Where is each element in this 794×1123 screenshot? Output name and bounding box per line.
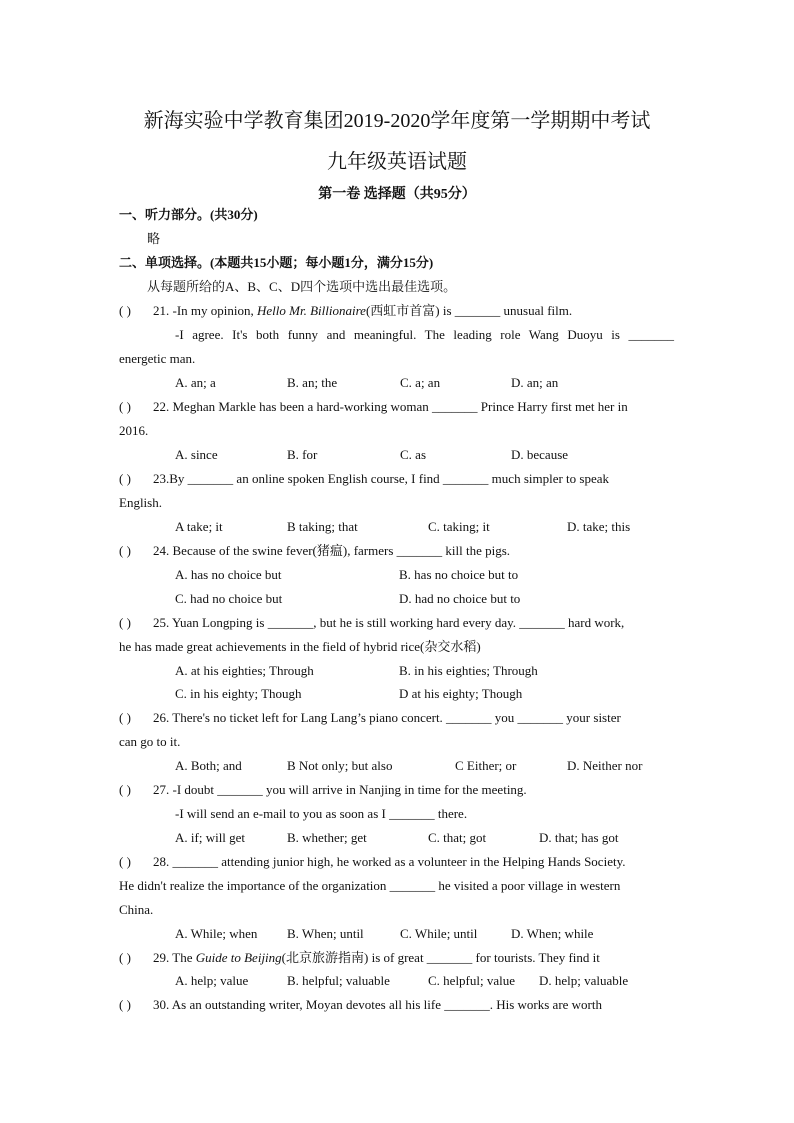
question-28-line2: He didn't realize the importance of the organization _______ he visited a poor village in western [119,878,621,893]
option-a[interactable]: A. help; value [175,973,249,988]
option-a[interactable]: A. at his eighties; Through [175,663,314,678]
section1-note: 略 [147,231,161,246]
option-c[interactable]: C. as [400,447,426,462]
question-25-line2: he has made great achievements in the field of hybrid rice(杂交水稻) [119,639,481,654]
answer-blank[interactable]: ( ) [119,854,131,869]
answer-blank[interactable]: ( ) [119,543,131,558]
option-d[interactable]: D. that; has got [539,830,619,845]
question-21-line3: energetic man. [119,351,196,366]
question-21: ( ) 21. -In my opinion, Hello Mr. Billionaire(西虹市首富) is _______ unusual film. [119,303,573,318]
option-a[interactable]: A. an; a [175,375,216,390]
option-b[interactable]: B. for [287,447,318,462]
volume-heading: 第一卷 选择题（共95分） [318,187,476,202]
question-26: ( ) 26. There's no ticket left for Lang Lang’s piano concert. _______ you _______ your sister [119,710,621,725]
answer-blank[interactable]: ( ) [119,471,131,486]
option-c[interactable]: C. had no choice but [175,591,283,606]
question-23: ( ) 23.By _______ an online spoken English course, I find _______ much simpler to speak [119,471,610,486]
section1-heading: 一、听力部分。(共30分) [119,207,258,222]
option-d[interactable]: D. because [511,447,569,462]
answer-blank[interactable]: ( ) [119,615,131,630]
option-d[interactable]: D. had no choice but to [399,591,521,606]
option-d[interactable]: D. Neither nor [567,758,643,773]
option-a[interactable]: A. since [175,447,218,462]
option-a[interactable]: A. if; will get [175,830,246,845]
question-30: ( ) 30. As an outstanding writer, Moyan devotes all his life _______. His works are worth [119,997,602,1012]
question-24: ( ) 24. Because of the swine fever(猪瘟), farmers _______ kill the pigs. [119,543,511,558]
option-b[interactable]: B. helpful; valuable [287,973,390,988]
question-22-line2: 2016. [119,423,149,438]
option-c[interactable]: C. a; an [400,375,441,390]
exam-subtitle: 九年级英语试题 [327,151,467,173]
option-a[interactable]: A. has no choice but [175,567,282,582]
option-b[interactable]: B taking; that [287,519,358,534]
answer-blank[interactable]: ( ) [119,399,131,414]
option-c[interactable]: C. helpful; value [428,973,516,988]
option-d[interactable]: D. take; this [567,519,631,534]
option-d[interactable]: D. an; an [511,375,559,390]
question-28-line3: China. [119,902,154,917]
option-b[interactable]: B Not only; but also [287,758,393,773]
option-d[interactable]: D. help; valuable [539,973,629,988]
option-c[interactable]: C Either; or [455,758,517,773]
question-29: ( ) 29. The Guide to Beijing(北京旅游指南) is of great _______ for tourists. They find it [119,950,600,965]
answer-blank[interactable]: ( ) [119,303,131,318]
answer-blank[interactable]: ( ) [119,782,131,797]
option-a[interactable]: A take; it [175,519,223,534]
question-25: ( ) 25. Yuan Longping is _______, but he is still working hard every day. _______ hard work, [119,615,625,630]
option-c[interactable]: C. that; got [428,830,487,845]
option-d[interactable]: D. When; while [511,926,594,941]
option-b[interactable]: B. has no choice but to [399,567,519,582]
answer-blank[interactable]: ( ) [119,950,131,965]
question-27: ( ) 27. -I doubt _______ you will arrive in Nanjing in time for the meeting. [119,782,527,797]
answer-blank[interactable]: ( ) [119,710,131,725]
option-c[interactable]: C. taking; it [428,519,490,534]
option-b[interactable]: B. whether; get [287,830,367,845]
question-26-line2: can go to it. [119,734,181,749]
option-a[interactable]: A. Both; and [175,758,242,773]
section2-heading: 二、单项选择。(本题共15小题；每小题1分，满分15分) [119,255,434,270]
option-c[interactable]: C. While; until [400,926,478,941]
question-22: ( ) 22. Meghan Markle has been a hard-working woman _______ Prince Harry first met her in [119,399,628,414]
option-c[interactable]: C. in his eighty; Though [175,686,302,701]
question-27-line2: -I will send an e-mail to you as soon as I _______ there. [175,806,468,821]
exam-title: 新海实验中学教育集团2019-2020学年度第一学期期中考试 [143,110,651,132]
answer-blank[interactable]: ( ) [119,997,131,1012]
option-d[interactable]: D at his eighty; Though [399,686,523,701]
question-28: ( ) 28. _______ attending junior high, he worked as a volunteer in the Helping Hands Society. [119,854,626,869]
question-23-line2: English. [119,495,162,510]
question-21-line2: -I agree. It's both funny and meaningful. The leading role Wang Duoyu is _______ [175,327,674,342]
option-b[interactable]: B. an; the [287,375,338,390]
option-b[interactable]: B. in his eighties; Through [399,663,538,678]
option-a[interactable]: A. While; when [175,926,258,941]
section2-instruction: 从每题所给的A、B、C、D四个选项中选出最佳选项。 [147,279,457,294]
option-b[interactable]: B. When; until [287,926,364,941]
